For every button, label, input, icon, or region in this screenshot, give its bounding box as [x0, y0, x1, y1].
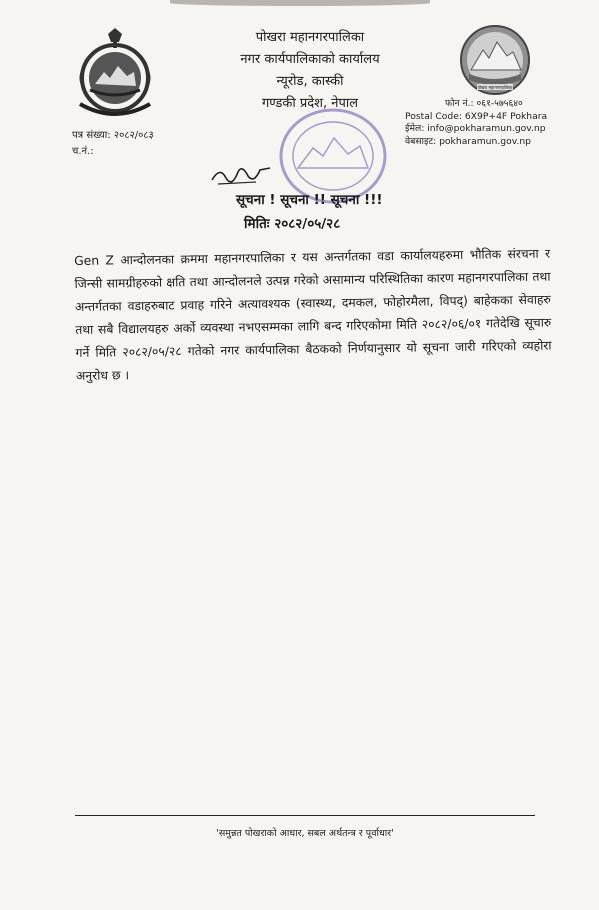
notice-title: सूचना ! सूचना !! सूचना !!!	[236, 192, 383, 208]
office-name: नगर कार्यपालिकाको कार्यालय	[240, 52, 380, 67]
email-address: ईमेल: info@pokharamun.gov.np	[405, 123, 546, 134]
reference-block	[72, 128, 154, 160]
postal-code: Postal Code: 6X9P+4F Pokhara	[405, 110, 548, 122]
notice-date: मितिः २०८२/०५/२८	[244, 216, 341, 232]
contact-block	[405, 98, 555, 148]
office-address: न्यूरोड, कास्की	[276, 74, 344, 89]
notice-body: Gen Z आन्दोलनका क्रममा महानगरपालिका र यस अन्तर्गतका वडा कार्यालयहरुमा भौतिक संरचना र जिन्सी सामग्रीहरुको क्षति तथा आन्दोलनले उत्पन्न गरेको असामान्य परिस्थितिका कारण महानगरपालिका तथा अन्तर्गतका वडाहरुबाट प्रवाह गरिने अत्यावश्यक (स्वास्थ्य, दमकल, फोहोरमैला, विपद्) बाहेकका सेवाहरु तथा सबै विद्यालयहरु अर्को व्यवस्था नभएसम्मका लागि बन्द गरिएकोमा मिति २०८२/०६/०१ गतेदेखि सूचारु गर्ने मिति २०८२/०५/२८ गतेको नगर कार्यपालिका बैठकको निर्णयानुसार यो सूचना जारी गरिएको व्यहोरा अनुरोध छ ।	[74, 246, 552, 383]
footer-slogan: 'समुन्नत पोखराको आधार, सबल अर्थतन्त्र र पूर्वाधार'	[216, 828, 394, 839]
office-province: गण्डकी प्रदेश, नेपाल	[261, 96, 359, 111]
scan-shadow	[170, 0, 430, 6]
nepal-government-emblem-icon	[70, 28, 160, 120]
letter-number: पत्र संख्या: २०८२/०८३	[72, 130, 154, 141]
municipality-name: पोखरा महानगरपालिका	[255, 30, 365, 45]
footer-divider	[75, 815, 535, 816]
logo-caption: पोखरा महानगरपालिका	[477, 85, 513, 90]
website-address: वेबसाइट: pokharamun.gov.np	[405, 135, 532, 147]
signature-icon	[208, 160, 278, 190]
phone-number: फोन नं.: ०६१-५७५६४०	[445, 98, 523, 109]
pokhara-municipality-logo-icon	[459, 24, 531, 96]
dispatch-number: च.नं.:	[72, 146, 94, 157]
